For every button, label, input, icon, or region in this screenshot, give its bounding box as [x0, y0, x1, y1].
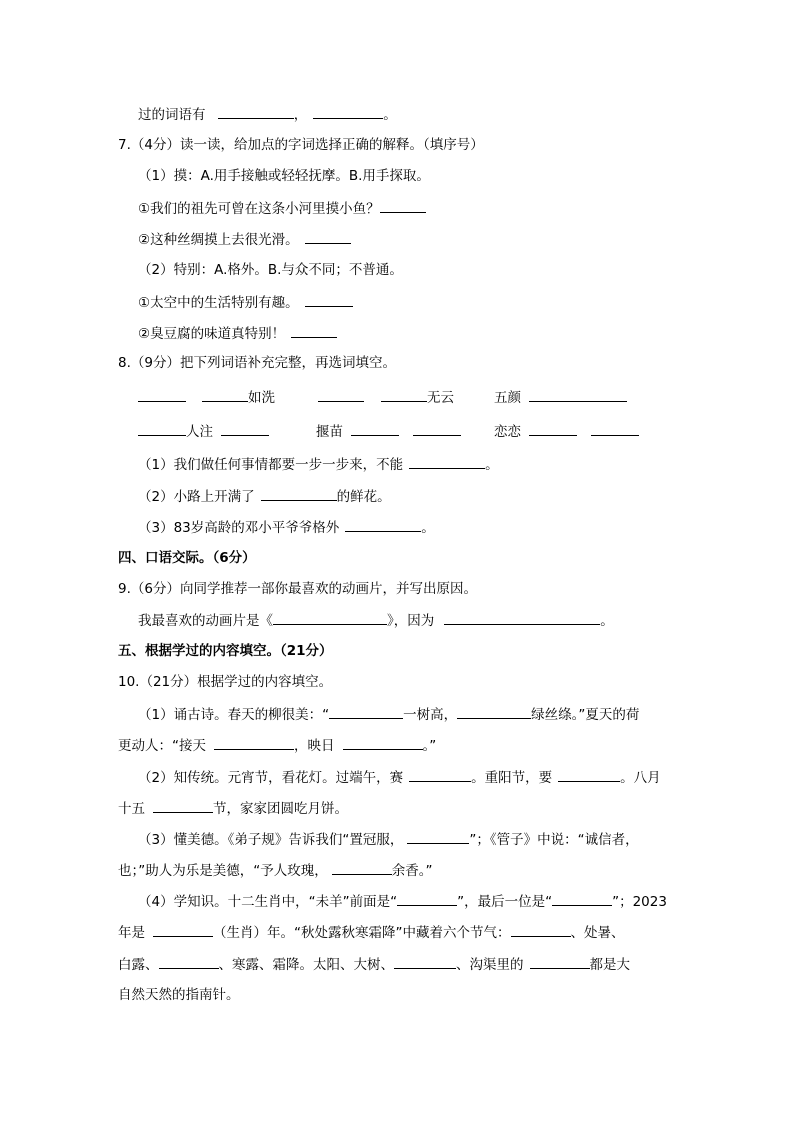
- q8-header: 8.（9分）把下列词语补充完整，再选词填空。: [118, 355, 396, 371]
- answer-blank[interactable]: [305, 229, 351, 244]
- q10-p1d: 更动人：“接天: [118, 738, 206, 754]
- q10-p1f: 。”: [422, 738, 437, 754]
- q10-p4-line4: 自然天然的指南针。: [118, 987, 240, 1003]
- q9-line-a: 我最喜欢的动画片是《: [138, 613, 273, 629]
- q10-p3-line2: [118, 860, 433, 881]
- q10-header: 10.（21分）根据学过的内容填空。: [118, 674, 333, 690]
- q8-s2a: （2）小路上开满了: [138, 489, 255, 505]
- q10-p4g: 白露、: [118, 957, 159, 973]
- q10-p1c: 绿丝绦。”夏天的荷: [531, 707, 640, 723]
- q10-p2b: 。重阳节，要: [471, 770, 553, 786]
- q10-p1-line2: [118, 735, 436, 756]
- q9-end: 。: [600, 613, 614, 629]
- answer-blank[interactable]: [407, 829, 469, 844]
- answer-blank[interactable]: [261, 486, 337, 501]
- q8-s1-line: [138, 454, 499, 475]
- q7-item2: ②这种丝绸摸上去很光滑。: [138, 232, 299, 248]
- q7-item3-line: [138, 292, 353, 313]
- q10-p1e: ，映日: [294, 738, 335, 754]
- q8-s3-line: [138, 517, 435, 538]
- q7-sub2: （2）特别：A.格外。B.与众不同；不普通。: [138, 262, 403, 278]
- q10-p3c: 也；”助人为乐是美德，“予人玫瑰，: [118, 863, 328, 879]
- q8-word5-group: [316, 421, 461, 442]
- q10-p4h: 、寒露、霜降。太阳、大树、: [218, 957, 394, 973]
- answer-blank[interactable]: [381, 387, 427, 402]
- q10-p3b: ”；《管子》中说：“诚信者，: [469, 832, 639, 848]
- answer-blank[interactable]: [409, 767, 471, 782]
- q9-header: 9.（6分）向同学推荐一部你最喜欢的动画片，并写出原因。: [118, 581, 477, 597]
- answer-blank[interactable]: [273, 610, 387, 625]
- q10-p3-line1: [138, 829, 639, 850]
- answer-blank[interactable]: [159, 954, 219, 969]
- q9-answer-line: [138, 610, 614, 631]
- q10-p3d: 余香。”: [391, 863, 433, 879]
- q9-line-b: 》，因为: [387, 613, 435, 629]
- q10-p1b: 一树高，: [403, 707, 458, 723]
- q10-p4a: （4）学知识。十二生肖中，“未羊”前面是“: [138, 894, 398, 910]
- answer-blank[interactable]: [351, 421, 399, 436]
- q10-p4-line3: [118, 954, 630, 975]
- answer-blank[interactable]: [153, 798, 213, 813]
- q10-p4d: 年是: [118, 925, 145, 941]
- answer-blank[interactable]: [305, 292, 353, 307]
- section-5-title: 五、根据学过的内容填空。（21分）: [118, 643, 333, 659]
- q8-word1: 如洗: [248, 390, 275, 406]
- q8-word6-group: [494, 421, 639, 442]
- q7-item2-line: [138, 229, 351, 250]
- answer-blank[interactable]: [511, 922, 571, 937]
- answer-blank[interactable]: [221, 421, 269, 436]
- answer-blank[interactable]: [332, 860, 392, 875]
- q7-sub1: （1）摸：A.用手接触或轻轻抚摩。B.用手探取。: [138, 168, 430, 184]
- q6-end: 。: [383, 107, 397, 123]
- q8-s3-end: 。: [421, 520, 435, 536]
- q10-p2-line1: [138, 767, 661, 788]
- answer-blank[interactable]: [558, 767, 620, 782]
- q10-p2c: 。八月: [620, 770, 661, 786]
- answer-blank[interactable]: [397, 891, 457, 906]
- q10-p3a: （3）懂美德。《弟子规》告诉我们“置冠服，: [138, 832, 404, 848]
- q7-item4-line: [138, 323, 337, 344]
- q8-blank-group: [318, 387, 364, 408]
- answer-blank[interactable]: [591, 421, 639, 436]
- q7-item3: ①太空中的生活特别有趣。: [138, 295, 299, 311]
- q10-p1-line1: [138, 704, 639, 725]
- answer-blank[interactable]: [291, 323, 337, 338]
- q10-p2e: 节，家家团圆吃月饼。: [213, 801, 348, 817]
- q10-p1a: （1）诵古诗。春天的柳很美：“: [138, 707, 330, 723]
- q8-word2: 无云: [427, 390, 454, 406]
- answer-blank[interactable]: [444, 610, 600, 625]
- q8-word3-group: [494, 387, 627, 408]
- answer-blank[interactable]: [413, 421, 461, 436]
- q10-p2-line2: [118, 798, 348, 819]
- answer-blank[interactable]: [153, 922, 213, 937]
- answer-blank[interactable]: [214, 735, 294, 750]
- q7-item4: ②臭豆腐的味道真特别！: [138, 326, 286, 342]
- q8-s2-line: [138, 486, 391, 507]
- answer-blank[interactable]: [345, 517, 421, 532]
- answer-blank[interactable]: [138, 421, 186, 436]
- q7-header: 7.（4分）读一读，给加点的字词选择正确的解释。（填序号）: [118, 137, 484, 153]
- q8-word1-group: [202, 387, 275, 408]
- q8-word4-group: [138, 421, 269, 442]
- q8-word3: 五颜: [494, 390, 521, 406]
- q8-s1: （1）我们做任何事情都要一步一步来，不能: [138, 457, 404, 473]
- q10-p4b: ”，最后一位是“: [457, 894, 553, 910]
- q8-s1-end: 。: [485, 457, 499, 473]
- q10-p4c: ”；2023: [612, 894, 667, 910]
- q8-word5: 揠苗: [316, 424, 343, 440]
- q8-s3: （3）83岁高龄的邓小平爷爷格外: [138, 520, 340, 536]
- answer-blank[interactable]: [380, 198, 426, 213]
- q6-tail-line: [138, 104, 397, 125]
- answer-blank[interactable]: [457, 704, 531, 719]
- answer-blank[interactable]: [530, 954, 590, 969]
- q8-word2-group: [381, 387, 454, 408]
- answer-blank[interactable]: [202, 387, 248, 402]
- q10-p2a: （2）知传统。元宵节，看花灯。过端午，赛: [138, 770, 404, 786]
- q8-s2b: 的鲜花。: [336, 489, 391, 505]
- answer-blank[interactable]: [343, 735, 423, 750]
- answer-blank[interactable]: [138, 387, 186, 402]
- q10-p4e: （生肖）年。“秋处露秋寒霜降”中藏着六个节气：: [213, 925, 511, 941]
- q6-tail-text: 过的词语有: [138, 107, 206, 123]
- q8-word6: 恋恋: [494, 424, 521, 440]
- answer-blank[interactable]: [329, 704, 403, 719]
- q8-word4: 人注: [186, 424, 213, 440]
- answer-blank[interactable]: [318, 387, 364, 402]
- q8-words-row1: [138, 387, 186, 408]
- section-4-title: 四、口语交际。（6分）: [118, 550, 256, 566]
- answer-blank[interactable]: [409, 454, 485, 469]
- answer-blank[interactable]: [218, 104, 294, 119]
- q10-p2d: 十五: [118, 801, 145, 817]
- answer-blank[interactable]: [529, 387, 627, 402]
- answer-blank[interactable]: [552, 891, 612, 906]
- q10-p4i: 、沟渠里的: [456, 957, 524, 973]
- q10-p4f: 、处暑、: [570, 925, 625, 941]
- answer-blank[interactable]: [394, 954, 456, 969]
- q7-item1: ①我们的祖先可曾在这条小河里摸小鱼？: [138, 201, 380, 217]
- q10-p4j: 都是大: [589, 957, 630, 973]
- q7-item1-line: [138, 198, 426, 219]
- answer-blank[interactable]: [529, 421, 577, 436]
- answer-blank[interactable]: [313, 104, 383, 119]
- q6-sep: ，: [293, 107, 308, 123]
- q10-p4-line1: [138, 891, 667, 912]
- q10-p4-line2: [118, 922, 625, 943]
